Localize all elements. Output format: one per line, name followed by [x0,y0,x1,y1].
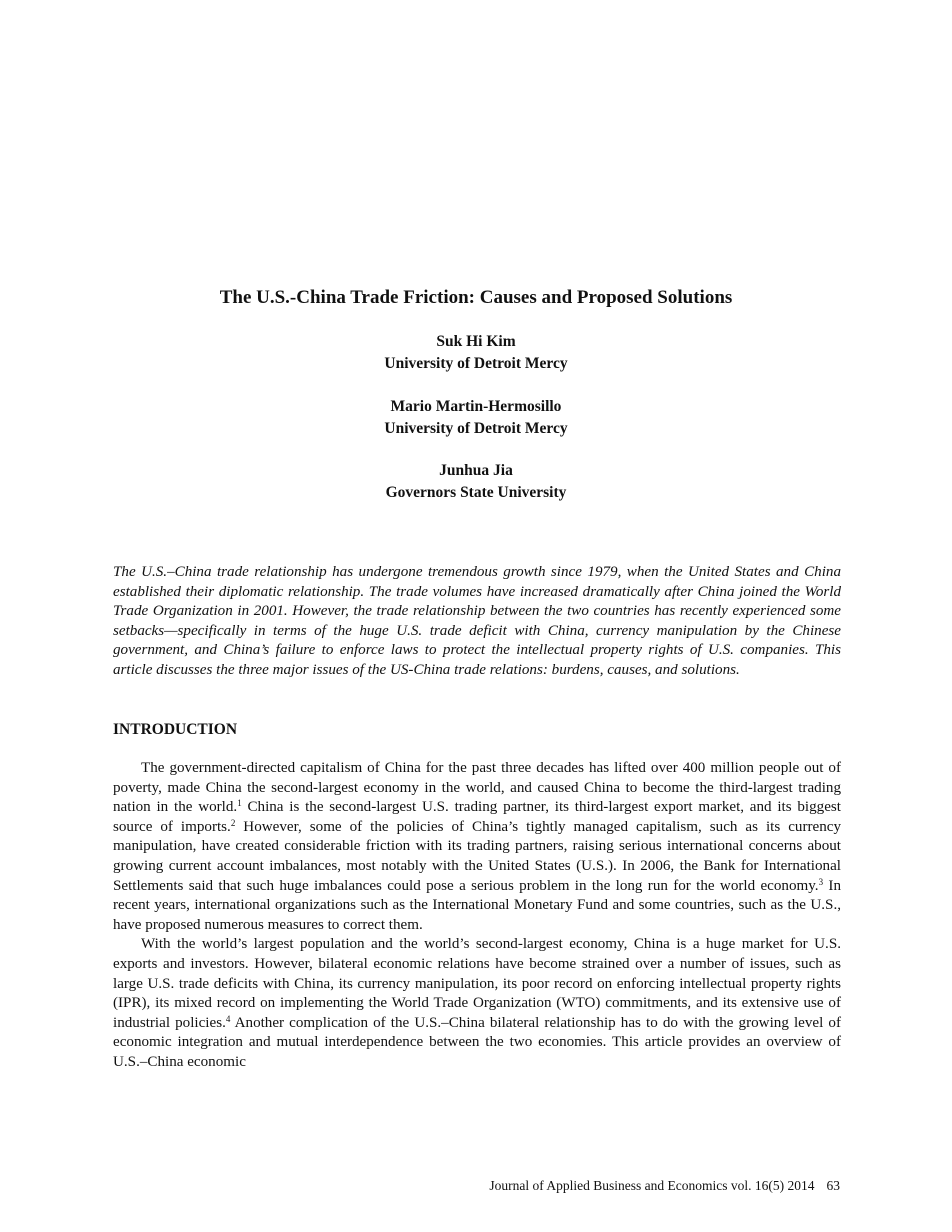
footnote-ref-1: 1 [237,798,242,809]
author-block-1 [0,331,952,374]
body-paragraph-1 [113,759,841,935]
paragraph-text: China is the second-largest U.S. trading partner, its third-largest export market, and its biggest source of imports. [113,799,841,835]
paragraph-text: With the world’s largest population and the world’s second-largest economy, China is a huge market for U.S. exports and investors. However, bilateral economic relations have become strained over a number of issues, such as large U.S. trade deficits with China, its currency manipulation, its poor record on enforcing intellectual property rights (IPR), its mixed record on implementing the World Trade Organization (WTO) commitments, and its extensive use of industrial policies. [113,936,841,1031]
footnote-ref-4: 4 [225,1013,231,1024]
introduction-body [113,759,841,1073]
page-footer [489,1177,840,1195]
section-heading-introduction: INTRODUCTION [113,721,238,738]
paragraph-text: However, some of the policies of China’s tightly managed capitalism, such as its currency manipulation, have created considerable friction with its trading partners, raising serious international concerns about growing current account imbalances, most notably with the United States (U.S.). In 2006, the Bank for International Settlements said that such huge imbalances could pose a serious problem in the long run for the world economy. [113,818,841,894]
author-name: Mario Martin-Hermosillo [390,398,562,415]
author-name: Junhua Jia [439,462,513,479]
author-affiliation: Governors State University [385,483,567,501]
footnote-ref-2: 2 [230,817,236,828]
paper-title: The U.S.-China Trade Friction: Causes and Proposed Solutions [219,287,733,308]
author-block-2 [0,396,952,439]
abstract: The U.S.–China trade relationship has undergone tremendous growth since 1979, when the United States and China established their diplomatic relationship. The trade volumes have increased dramatically after China joined the World Trade Organization in 2001. However, the trade relationship between the two countries has recently experienced some setbacks—specifically in terms of the huge U.S. trade deficit with China, currency manipulation by the Chinese government, and China’s failure to enforce laws to protect the intellectual property rights of U.S. companies. This article discusses the three major issues of the US-China trade relations: burdens, causes, and solutions. [113,564,841,678]
author-affiliation: University of Detroit Mercy [384,419,568,437]
paragraph-text: In recent years, international organizations such as the International Monetary Fund and some countries, such as the U.S., have proposed numerous measures to correct them. [113,877,841,933]
footnote-ref-3: 3 [818,876,824,887]
author-block-3 [0,460,952,503]
paragraph-text: Another complication of the U.S.–China bilateral relationship has to do with the growing level of economic integration and mutual interdependence between the two economies. This article provides an overview of U.S.–China economic [113,1014,841,1070]
paragraph-text: The government-directed capitalism of China for the past three decades has lifted over 400 million people out of poverty, made China the second-largest economy in the world, and caused China to become the third-largest trading nation in the world. [113,760,841,816]
author-affiliation: University of Detroit Mercy [384,354,568,372]
body-paragraph-2 [113,935,841,1072]
page-number: 63 [826,1178,840,1193]
author-name: Suk Hi Kim [436,333,516,350]
journal-citation: Journal of Applied Business and Economics vol. 16(5) 2014 [489,1178,815,1193]
